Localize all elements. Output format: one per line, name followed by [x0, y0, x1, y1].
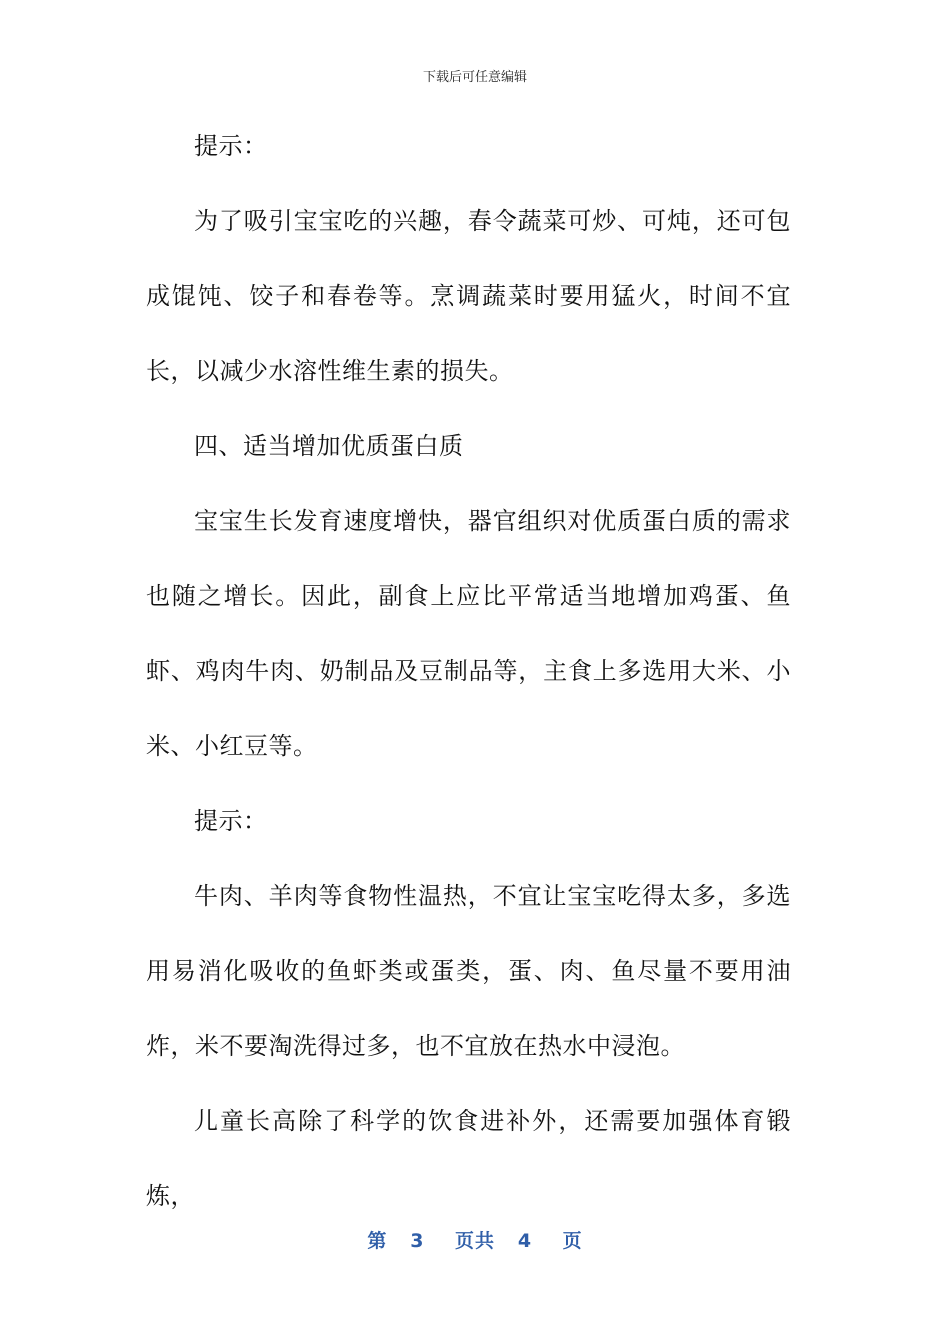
page-footer: [0, 1226, 950, 1253]
current-page-number: 3: [410, 1230, 425, 1252]
total-pages-number: 4: [517, 1230, 533, 1252]
paragraph-vegetable-cooking: 为了吸引宝宝吃的兴趣，春令蔬菜可炒、可炖，还可包成馄饨、饺子和春卷等。烹调蔬菜时要用猛火，时间不宜长，以减少水溶性维生素的损失。: [146, 207, 791, 385]
page-middle: 页共: [454, 1230, 495, 1252]
section-heading-protein: 四、适当增加优质蛋白质: [194, 432, 464, 460]
page-prefix: 第: [367, 1230, 388, 1252]
header-note: 下载后可任意编辑: [422, 70, 527, 85]
paragraph-meat-tip: 牛肉、羊肉等食物性温热，不宜让宝宝吃得太多，多选用易消化吸收的鱼虾类或蛋类，蛋、肉、鱼尽量不要用油炸，米不要淘洗得过多，也不宜放在热水中浸泡。: [146, 882, 791, 1060]
document-body: [146, 109, 791, 1234]
page-suffix: 页: [562, 1230, 583, 1252]
tip-label: 提示：: [194, 132, 268, 160]
paragraph-protein: 宝宝生长发育速度增快，器官组织对优质蛋白质的需求也随之增长。因此，副食上应比平常适当地增加鸡蛋、鱼虾、鸡肉牛肉、奶制品及豆制品等，主食上多选用大米、小米、小红豆等。: [146, 507, 791, 760]
paragraph-exercise: 儿童长高除了科学的饮食进补外，还需要加强体育锻炼，: [146, 1107, 791, 1210]
tip-label: 提示：: [194, 807, 268, 835]
